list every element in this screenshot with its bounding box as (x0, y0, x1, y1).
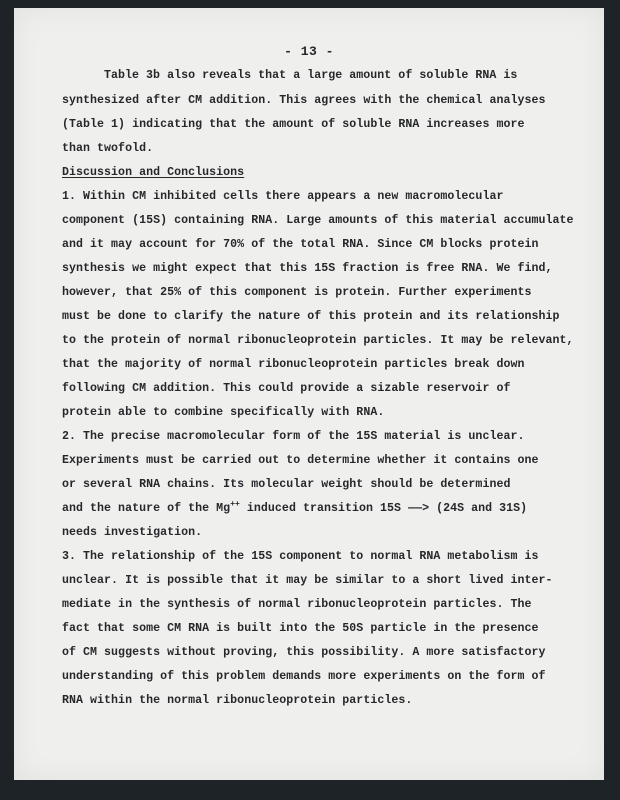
paragraph-line: component (15S) containing RNA. Large amounts of this material accumulate (62, 214, 574, 227)
paragraph-line: however, that 25% of this component is protein. Further experiments (62, 286, 532, 299)
paragraph-line: must be done to clarify the nature of this protein and its relationship (62, 310, 560, 323)
paragraph-line: of CM suggests without proving, this possibility. A more satisfactory (62, 646, 546, 659)
paragraph-line: or several RNA chains. Its molecular weight should be determined (62, 478, 511, 491)
paragraph-line: Experiments must be carried out to determine whether it contains one (62, 454, 539, 467)
paragraph-line: synthesis we might expect that this 15S fraction is free RNA. We find, (62, 262, 553, 275)
paragraph-line: that the majority of normal ribonucleoprotein particles break down (62, 358, 525, 371)
paragraph-line: RNA within the normal ribonucleoprotein particles. (62, 694, 413, 707)
paragraph-line: and it may account for 70% of the total RNA. Since CM blocks protein (62, 238, 539, 251)
paragraph-line: following CM addition. This could provide a sizable reservoir of (62, 382, 511, 395)
paragraph-line: protein able to combine specifically with RNA. (62, 406, 385, 419)
paragraph-line: (Table 1) indicating that the amount of soluble RNA increases more (62, 118, 525, 131)
paragraph-line: to the protein of normal ribonucleoprotein particles. It may be relevant, (62, 334, 574, 347)
paragraph-line: unclear. It is possible that it may be similar to a short lived inter- (62, 574, 553, 587)
paragraph-line: Table 3b also reveals that a large amount of soluble RNA is (104, 69, 518, 82)
paragraph-line: mediate in the synthesis of normal ribonucleoprotein particles. The (62, 598, 532, 611)
paragraph-line: fact that some CM RNA is built into the 50S particle in the presence (62, 622, 539, 635)
transition-text: induced transition 15S ——> (24S and 31S) (239, 502, 528, 515)
paragraph-line: needs investigation. (62, 526, 203, 539)
paragraph-line: 1. Within CM inhibited cells there appears a new macromolecular (62, 190, 504, 203)
superscript: ++ (230, 500, 240, 509)
paragraph-line-mg (62, 502, 527, 515)
paragraph-line: understanding of this problem demands more experiments on the form of (62, 670, 546, 683)
paragraph-line: 3. The relationship of the 15S component to normal RNA metabolism is (62, 550, 539, 563)
page-number: - 13 - (284, 44, 334, 59)
mg-text: and the nature of the Mg (62, 502, 231, 515)
section-heading: Discussion and Conclusions (62, 166, 245, 179)
paragraph-line: than twofold. (62, 142, 154, 155)
paragraph-line: 2. The precise macromolecular form of the 15S material is unclear. (62, 430, 525, 443)
paragraph-line: synthesized after CM addition. This agrees with the chemical analyses (62, 94, 546, 107)
